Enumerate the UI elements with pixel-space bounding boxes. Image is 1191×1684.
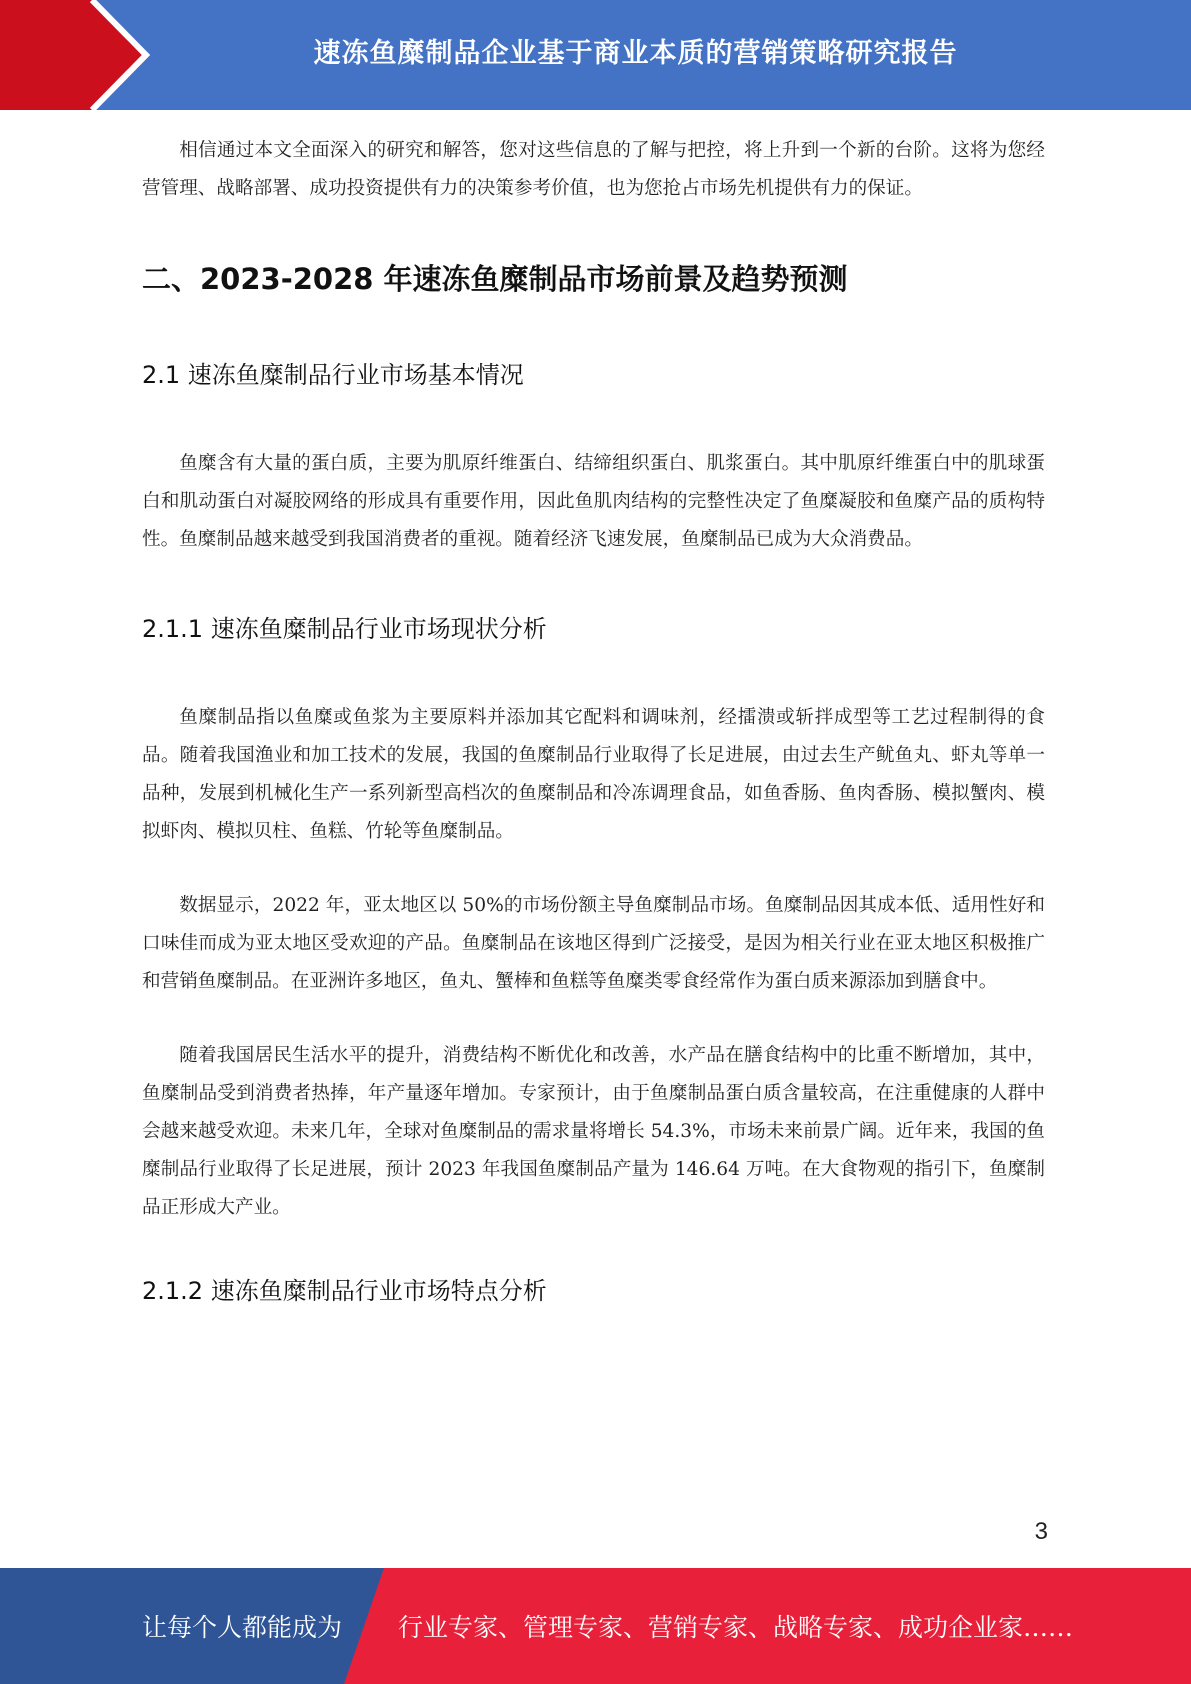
section-2-1-1-paragraph-1: 鱼糜制品指以鱼糜或鱼浆为主要原料并添加其它配料和调味剂，经擂溃或斩拌成型等工艺过程制得的食品。随着我国渔业和加工技术的发展，我国的鱼糜制品行业取得了长足进展，由过去生产鱿鱼丸、虾丸等单一品种，发展到机械化生产一系列新型高档次的鱼糜制品和冷冻调理食品，如鱼香肠、鱼肉香肠、模拟蟹肉、模拟虾肉、模拟贝柱、鱼糕、竹轮等鱼糜制品。 [142, 707, 1045, 842]
footer-slogan-left: 让每个人都能成为 [142, 1613, 343, 1642]
section-2-1-1-paragraph-3: 随着我国居民生活水平的提升，消费结构不断优化和改善，水产品在膳食结构中的比重不断增加，其中，鱼糜制品受到消费者热捧，年产量逐年增加。专家预计，由于鱼糜制品蛋白质含量较高，在注重健康的人群中会越来越受欢迎。未来几年，全球对鱼糜制品的需求量将增长 54.3%，市场未来前景广阔。近年来，我国的鱼糜制品行业取得了长足进展，预计 2023 年我国鱼糜制品产量为 146.64 万吨。在大食物观的指引下，鱼糜制品正形成大产业。 [142, 1045, 1045, 1218]
intro-paragraph: 相信通过本文全面深入的研究和解答，您对这些信息的了解与把控，将上升到一个新的台阶。这将为您经营管理、战略部署、成功投资提供有力的决策参考价值，也为您抢占市场先机提供有力的保证。 [142, 140, 1045, 199]
header-title: 速冻鱼糜制品企业基于商业本质的营销策略研究报告 [313, 37, 958, 69]
section-2-1-2-heading: 2.1.2 速冻鱼糜制品行业市场特点分析 [142, 1277, 547, 1305]
section-2-1-paragraph: 鱼糜含有大量的蛋白质，主要为肌原纤维蛋白、结缔组织蛋白、肌浆蛋白。其中肌原纤维蛋白中的肌球蛋白和肌动蛋白对凝胶网络的形成具有重要作用，因此鱼肌肉结构的完整性决定了鱼糜凝胶和鱼糜产品的质构特性。鱼糜制品越来越受到我国消费者的重视。随着经济飞速发展，鱼糜制品已成为大众消费品。 [142, 453, 1045, 550]
footer-slogan-right: 行业专家、管理专家、营销专家、战略专家、成功企业家…… [398, 1613, 1074, 1642]
page-number: 3 [1034, 1518, 1048, 1545]
page-header [0, 0, 1191, 110]
section-2-1-heading: 2.1 速冻鱼糜制品行业市场基本情况 [142, 361, 524, 389]
page-footer [0, 1568, 1191, 1684]
section-2-1-1-heading: 2.1.1 速冻鱼糜制品行业市场现状分析 [142, 615, 547, 643]
section-2-1-1-paragraph-2: 数据显示，2022 年，亚太地区以 50%的市场份额主导鱼糜制品市场。鱼糜制品因其成本低、适用性好和口味佳而成为亚太地区受欢迎的产品。鱼糜制品在该地区得到广泛接受，是因为相关行业在亚太地区积极推广和营销鱼糜制品。在亚洲许多地区，鱼丸、蟹棒和鱼糕等鱼糜类零食经常作为蛋白质来源添加到膳食中。 [142, 895, 1045, 992]
document-body [142, 132, 1045, 1309]
section-2-heading: 二、2023-2028 年速冻鱼糜制品市场前景及趋势预测 [142, 262, 848, 296]
